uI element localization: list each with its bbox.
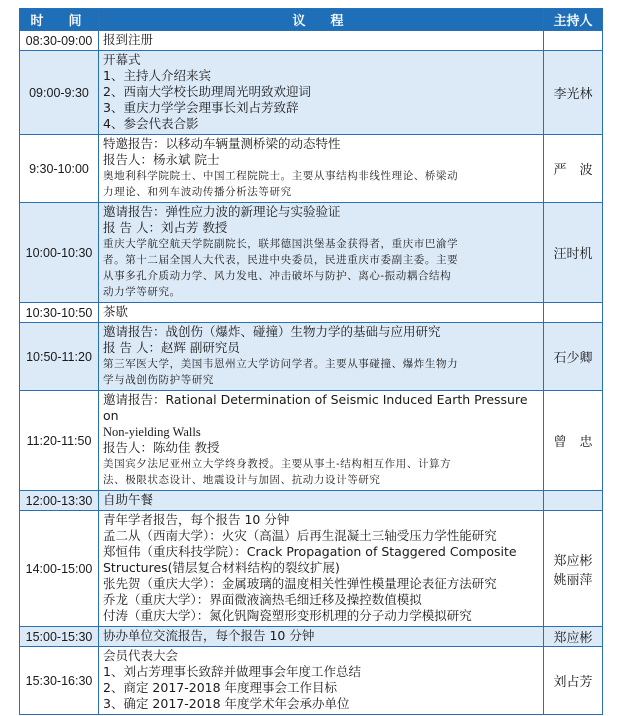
row-program [99,303,544,323]
table-row [20,647,603,715]
table-row [20,135,603,203]
speaker-bio: 学与战创伤防护等研究 [103,374,214,386]
program-line: 付涛（重庆大学）：氮化钒陶瓷塑形变形机理的分子动力学模拟研究 [103,608,472,623]
table-header [20,9,603,31]
row-time: 15:30-16:30 [20,647,99,715]
program-line: 协办单位交流报告，每个报告 10 分钟 [103,628,315,643]
row-program [99,135,544,203]
row-host [544,303,603,323]
program-line: 郑恒伟（重庆科技学院）：Crack Propagation of Staggered Composite [103,544,517,559]
program-line: 报告人：陈幼佳 教授 [103,440,220,455]
program-line: 4、参会代表合影 [103,116,199,131]
row-time: 12:00-13:30 [20,491,99,511]
program-line: 邀请报告：战创伤（爆炸、碰撞）生物力学的基础与应用研究 [103,324,441,339]
program-line: 报 告 人：赵辉 副研究员 [103,340,240,355]
row-host: 严 波 [544,135,603,203]
table-row [20,627,603,647]
program-line: Non-yielding Walls [103,425,201,439]
program-line: 自助午餐 [103,492,154,507]
row-program [99,511,544,627]
speaker-bio: 者。第十二届全国人大代表，民进中央委员，民进重庆市委副主委。主要 [103,254,459,266]
row-program [99,203,544,303]
program-line: 张先贺（重庆大学）：金属玻璃的温度相关性弹性模量理论表征方法研究 [103,576,497,591]
program-line: 报到注册 [103,32,154,47]
speaker-bio: 重庆大学航空航天学院副院长，联邦德国洪堡基金获得者，重庆市巴渝学 [103,238,459,250]
row-program [99,31,544,51]
program-line: 开幕式 [103,52,141,67]
program-line: 特邀报告：以移动车辆量测桥梁的动态特性 [103,136,341,151]
program-line: 茶歇 [103,304,129,319]
speaker-bio: 法、极限状态设计、地震设计与加固、抗动力设计等研究 [103,474,381,486]
program-line: 2、商定 2017-2018 年度理事会工作目标 [103,680,338,695]
row-time: 10:50-11:20 [20,323,99,391]
row-time: 09:00-9:30 [20,51,99,135]
row-time: 14:00-15:00 [20,511,99,627]
table-row [20,51,603,135]
program-line: 报告人：杨永斌 院士 [103,152,220,167]
row-host: 郑应彬 [544,627,603,647]
host-name: 郑应彬 [553,553,593,569]
header-program: 议 程 [99,9,544,31]
program-line [103,392,539,424]
program-line: 孟二从（西南大学）：火灾（高温）后再生混凝土三轴受压力学性能研究 [103,528,497,543]
speaker-bio: 从事多孔介质动力学、风力发电、冲击破坏与防护、离心-振动耦合结构 [103,270,452,282]
host-name: 姚丽萍 [553,572,593,588]
table-row [20,323,603,391]
row-host [544,491,603,511]
row-program [99,323,544,391]
speaker-bio: 动力学等研究。 [103,286,181,298]
program-line: 报 告 人：刘占芳 教授 [103,220,228,235]
program-line: Structures(错层复合材料结构的裂纹扩展) [103,560,340,575]
row-program [99,491,544,511]
row-program [99,627,544,647]
row-time: 9:30-10:00 [20,135,99,203]
row-program [99,391,544,491]
row-host: 汪时机 [544,203,603,303]
program-line: 1、主持人介绍来宾 [103,68,211,83]
program-line: 3、重庆力学学会理事长刘占芳致辞 [103,100,299,115]
agenda-container [19,8,602,715]
program-line: 乔龙（重庆大学）：界面微液滴热毛细迁移及操控数值模拟 [103,592,422,607]
program-line: 1、刘占芳理事长致辞并做理事会年度工作总结 [103,664,361,679]
row-time: 11:20-11:50 [20,391,99,491]
row-host: 石少卿 [544,323,603,391]
row-host [544,31,603,51]
header-time: 时 间 [20,9,99,31]
row-time: 08:30-09:00 [20,31,99,51]
row-time: 10:30-10:50 [20,303,99,323]
program-line: 3、确定 2017-2018 年度学术年会承办单位 [103,696,350,711]
row-program [99,51,544,135]
row-program [99,647,544,715]
speaker-bio: 奥地利科学院院士、中国工程院院士。主要从事结构非线性理论、桥梁动 [103,170,459,182]
program-line: 邀请报告：Rational Determination of Seismic Induced Earth Pressure on [103,392,528,423]
row-time: 15:00-15:30 [20,627,99,647]
program-line: 2、西南大学校长助理周光明致欢迎词 [103,84,311,99]
program-line: 会员代表大会 [103,648,179,663]
table-row [20,303,603,323]
speaker-bio: 美国宾夕法尼亚州立大学终身教授。主要从事土-结构相互作用、计算方 [103,458,452,470]
row-host: 李光林 [544,51,603,135]
table-row [20,511,603,627]
table-row [20,31,603,51]
speaker-bio: 第三军医大学，美国韦恩州立大学访问学者。主要从事碰撞、爆炸生物力 [103,358,459,370]
row-host: 曾 忠 [544,391,603,491]
speaker-bio: 力理论、和列车波动传播分析法等研究 [103,186,292,198]
program-line: 邀请报告：弹性应力波的新理论与实验验证 [103,204,341,219]
header-host: 主持人 [544,9,603,31]
table-row [20,203,603,303]
table-row [20,491,603,511]
row-time: 10:00-10:30 [20,203,99,303]
program-line: 青年学者报告，每个报告 10 分钟 [103,512,290,527]
agenda-table [19,8,603,715]
row-host [544,511,603,627]
row-host: 刘占芳 [544,647,603,715]
table-row [20,391,603,491]
